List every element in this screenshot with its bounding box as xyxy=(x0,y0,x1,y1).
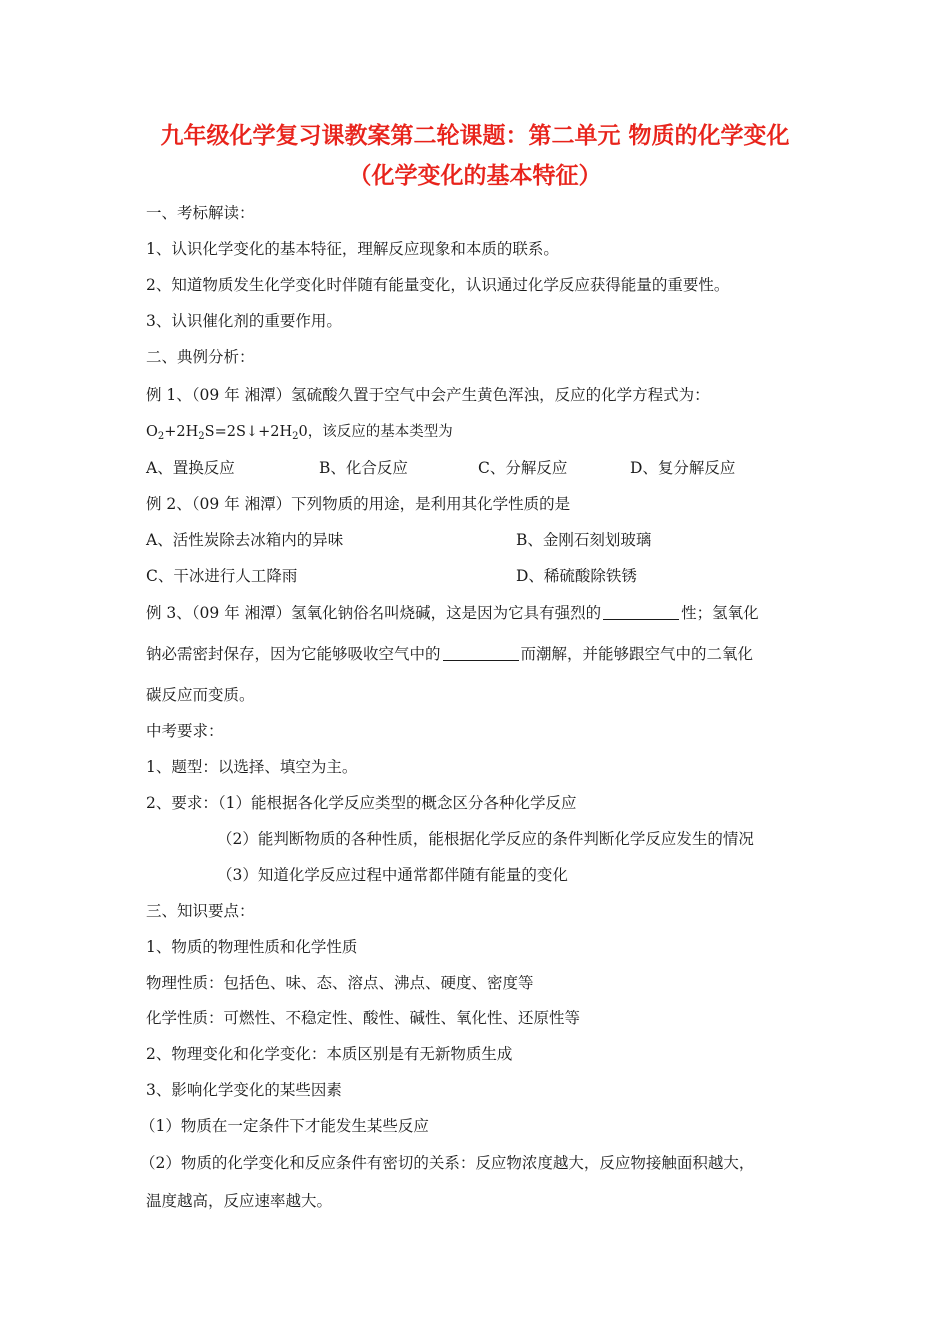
factor-2-line-1: （2）物质的化学变化和反应条件有密切的关系：反应物浓度越大，反应物接触面积越大， xyxy=(140,1154,755,1172)
standard-item-3: 3、认识催化剂的重要作用。 xyxy=(146,312,342,330)
knowledge-point-3: 3、影响化学变化的某些因素 xyxy=(146,1081,342,1099)
section-heading-2: 二、典例分析： xyxy=(146,348,255,366)
exam-requirement-2-sub-2: （2）能判断物质的各种性质，能根据化学反应的条件判断化学反应发生的情况 xyxy=(217,830,754,848)
example-1-option-a: A、置换反应 xyxy=(146,459,235,477)
exam-requirement-2-sub-3: （3）知道化学反应过程中通常都伴随有能量的变化 xyxy=(217,866,568,884)
knowledge-point-1: 1、物质的物理性质和化学性质 xyxy=(146,938,358,956)
knowledge-point-2: 2、物理变化和化学变化：本质区别是有无新物质生成 xyxy=(146,1045,513,1063)
example-1-option-b: B、化合反应 xyxy=(319,459,408,477)
example-3-line-1: 例 3、（09 年 湘潭）氢氧化钠俗名叫烧碱，这是因为它具有强烈的 性；氢氧化 xyxy=(146,604,759,622)
exam-requirement-1: 1、题型：以选择、填空为主。 xyxy=(146,758,358,776)
example-2-option-b: B、金刚石刻划玻璃 xyxy=(516,531,652,549)
example-2-question: 例 2、（09 年 湘潭）下列物质的用途，是利用其化学性质的是 xyxy=(146,495,571,513)
section-heading-3: 三、知识要点： xyxy=(146,902,255,920)
exam-requirements-heading: 中考要求： xyxy=(146,722,224,740)
example-1-option-c: C、分解反应 xyxy=(478,459,568,477)
example-1-option-d: D、复分解反应 xyxy=(630,459,736,477)
example-2-option-d: D、稀硫酸除铁锈 xyxy=(516,567,637,585)
example-1-equation: $O_2+2H_2S=2S↓+2H_20$，该反应的基本类型为 xyxy=(146,424,453,442)
chemical-properties: 化学性质：可燃性、不稳定性、酸性、碱性、氧化性、还原性等 xyxy=(146,1009,581,1027)
standard-item-2: 2、知道物质发生化学变化时伴随有能量变化，认识通过化学反应获得能量的重要性。 xyxy=(146,276,730,294)
factor-1: （1）物质在一定条件下才能发生某些反应 xyxy=(140,1117,429,1135)
fill-blank-1[interactable] xyxy=(603,605,679,620)
section-heading-1: 一、考标解读： xyxy=(146,204,255,222)
example-2-option-c: C、干冰进行人工降雨 xyxy=(146,567,298,585)
physical-properties: 物理性质：包括色、味、态、溶点、沸点、硬度、密度等 xyxy=(146,974,534,992)
standard-item-1: 1、认识化学变化的基本特征，理解反应现象和本质的联系。 xyxy=(146,240,559,258)
document-title: 九年级化学复习课教案第二轮课题：第二单元 物质的化学变化（化学变化的基本特征） xyxy=(160,123,790,189)
example-3-line-3: 碳反应而变质。 xyxy=(146,686,255,704)
fill-blank-2[interactable] xyxy=(443,646,519,661)
factor-2-line-2: 温度越高，反应速率越大。 xyxy=(146,1192,333,1210)
exam-requirement-2: 2、要求：（1）能根据各化学反应类型的概念区分各种化学反应 xyxy=(146,794,577,812)
example-1-question: 例 1、（09 年 湘潭）氢硫酸久置于空气中会产生黄色浑浊，反应的化学方程式为： xyxy=(146,386,710,404)
example-2-option-a: A、活性炭除去冰箱内的异味 xyxy=(146,531,344,549)
example-3-line-2: 钠必需密封保存，因为它能够吸收空气中的 而潮解，并能够跟空气中的二氧化 xyxy=(146,645,754,663)
